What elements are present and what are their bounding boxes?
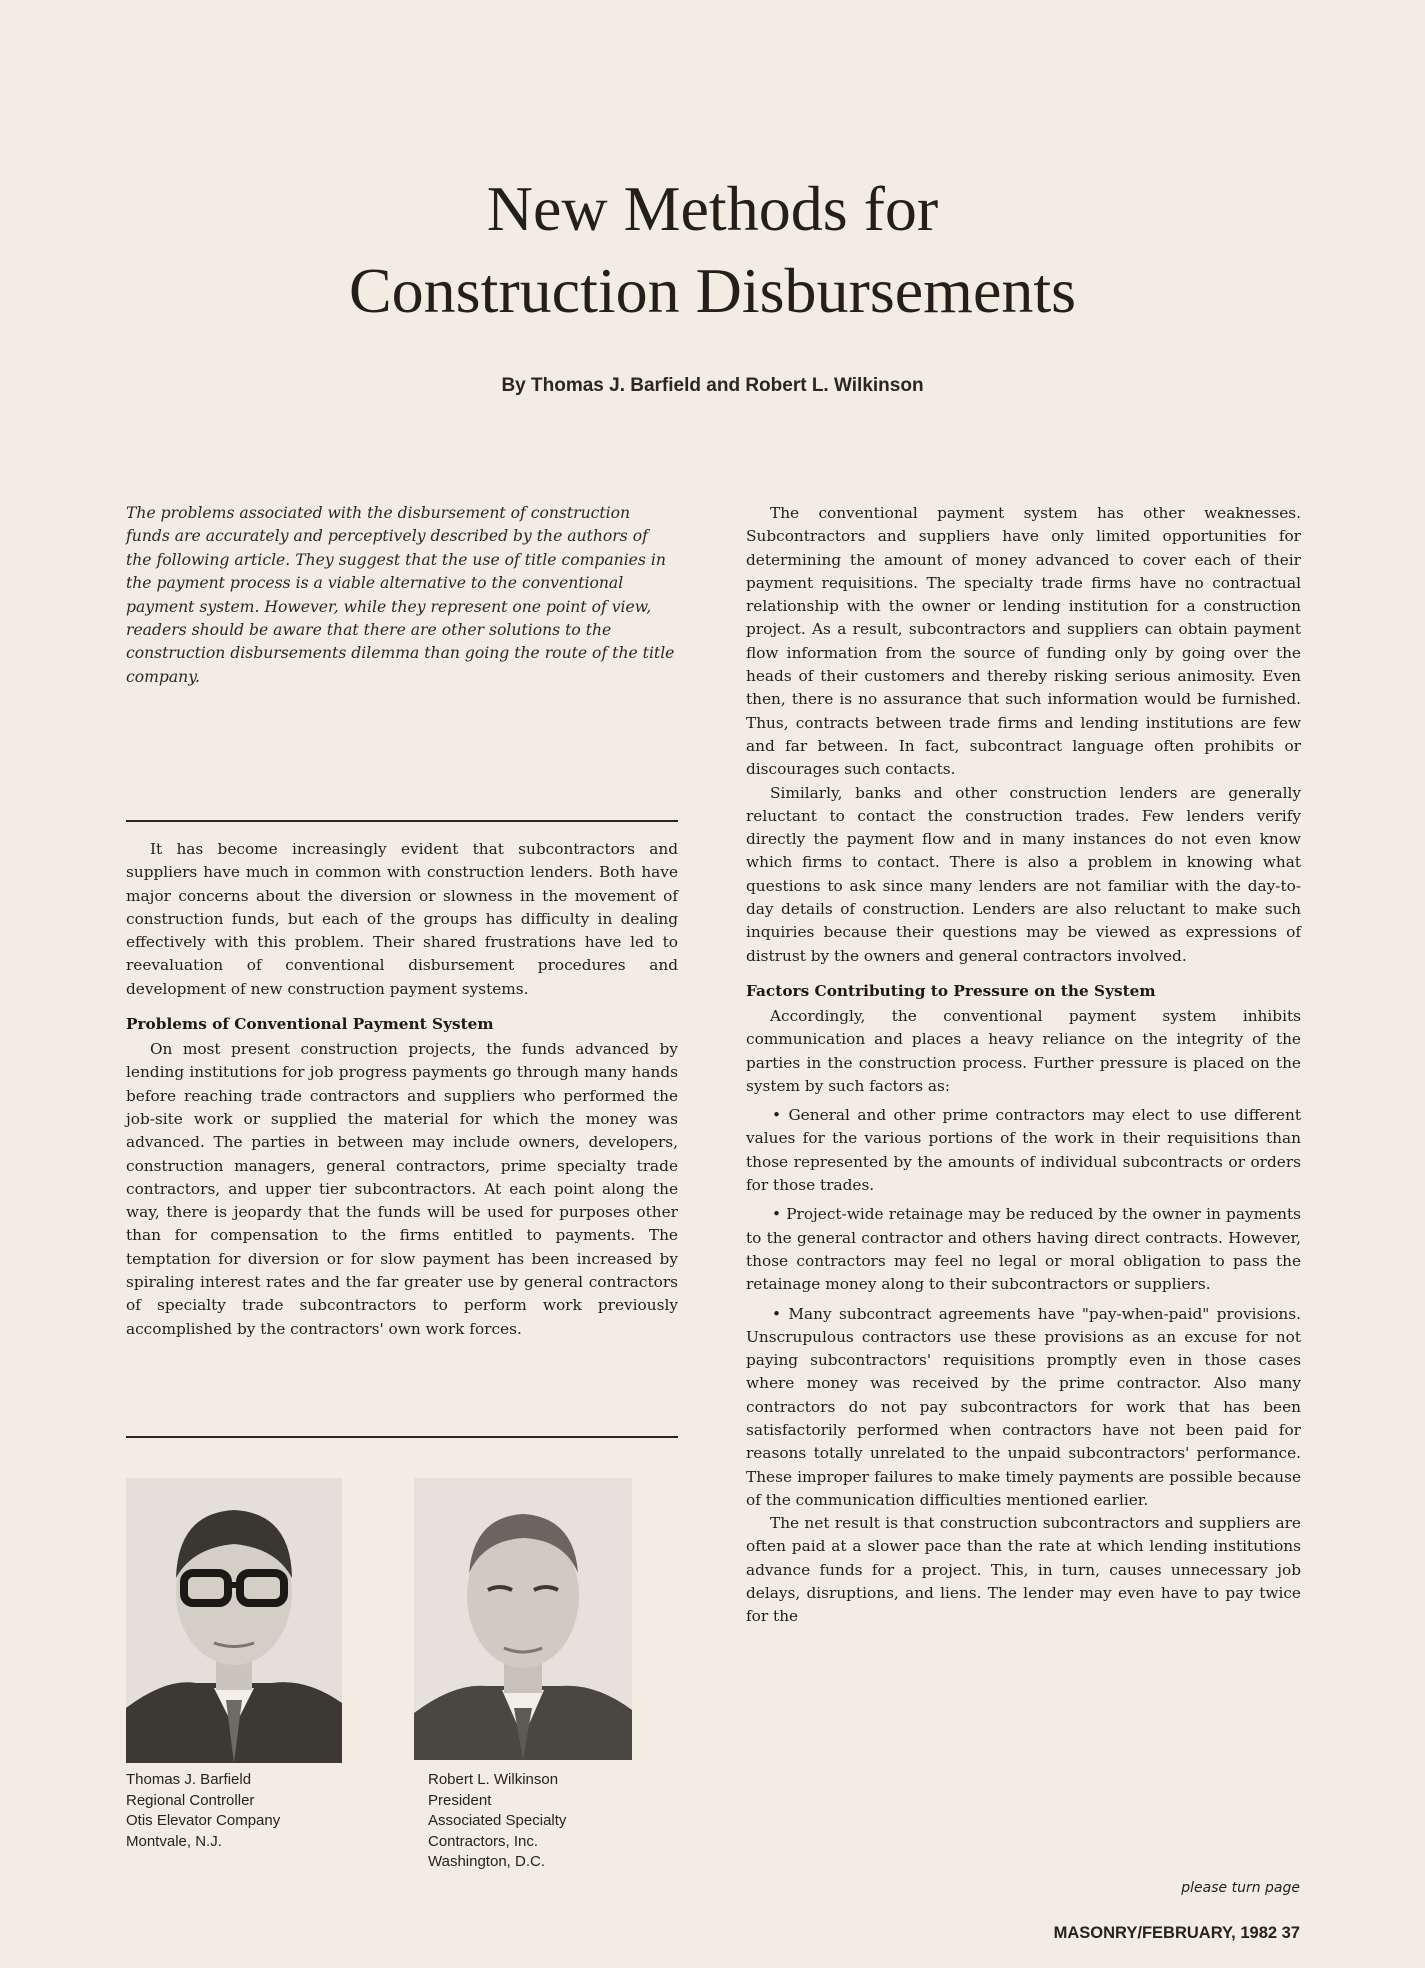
page-folio: MASONRY/FEBRUARY, 1982 37 (1053, 1924, 1300, 1942)
paragraph: It has become increasingly evident that subcontractors and suppliers have much in common with construction lenders. Both have major concerns about the diversion or slowness in the movement of construction funds, but each of the groups has difficulty in dealing effectively with this problem. Their shared frustrations have led to reevaluation of conventional disbursement procedures and development of new construction payment systems. (126, 840, 678, 998)
paragraph: Accordingly, the conventional payment system inhibits communication and places a heavy reliance on the integrity of the parties in the construction process. Further pressure is placed on the system by such factors as: (746, 1006, 1301, 1095)
paragraph: The conventional payment system has other weaknesses. Subcontractors and suppliers have only limited opportunities for determining the amount of money advanced to cover each of their payment requisitions. The specialty trade firms have no contractual relationship with the owner or lending institution for a construction project. As a result, subcontractors and suppliers can obtain payment flow information from the source of funding only by going over the heads of their customers and thereby risking serious animosity. Even then, there is no assurance that such information would be furnished. Thus, contracts between trade firms and lending institutions are few and far between. In fact, subcontract language often prohibits or discourages such contacts. (746, 504, 1301, 779)
author-location: Washington, D.C. (428, 1853, 545, 1870)
paragraph: On most present construction projects, the funds advanced by lending institutions for job progress payments go through many hands before reaching trade contractors and suppliers who performed the job-site work or supplied the material for which the money was advanced. The parties in between may include owners, developers, construction managers, general contractors, prime specialty trade contractors, and upper tier subcontractors. At each point along the way, there is jeopardy that the funds will be used for purposes other than for compensation to the firms entitled to payments. The temptation for diversion or for slow payment has been increased by spiraling interest rates and the far greater use by general contractors of specialty trade subcontractors to perform work previously accomplished by the contractors' own work forces. (126, 1040, 678, 1338)
author-organization: Otis Elevator Company (126, 1812, 281, 1829)
bullet-item: • Project-wide retainage may be reduced by the owner in payments to the general contractor and others having direct contracts. However, those contractors may feel no legal or moral obligation to pass the retainage money along to their subcontractors or suppliers. (746, 1205, 1301, 1294)
title-line-1: New Methods for (486, 173, 939, 244)
author-location: Montvale, N.J. (126, 1832, 222, 1850)
author-name: Robert L. Wilkinson (428, 1771, 559, 1788)
left-column (126, 502, 678, 689)
portrait-image (414, 1478, 632, 1760)
author-caption-barfield (126, 1770, 356, 1852)
editor-intro: The problems associated with the disbursement of construction funds are accurately and perceptively described by the authors of the following article. They suggest that the use of title companies in the payment process is a viable alternative to the conventional payment system. However, while they represent one point of view, readers should be aware that there are other solutions to the construction disbursements dilemma than going the route of the title company. (126, 504, 675, 686)
paragraph: Similarly, banks and other construction lenders are generally reluctant to contact the construction trades. Few lenders verify directly the payment flow and in many instances do not even know which firms to contact. There is also a problem in knowing what questions to ask since many lenders are not familiar with the day-to-day details of construction. Lenders are also reluctant to make such inquiries because their questions may be viewed as expressions of distrust by the owners and general contractors involved. (746, 783, 1301, 965)
author-photo-barfield (126, 1478, 342, 1763)
author-name: Thomas J. Barfield (126, 1771, 252, 1788)
divider-rule-top (126, 820, 678, 822)
author-organization-line-2: Contractors, Inc. (428, 1832, 539, 1850)
left-column-body (126, 838, 678, 1341)
author-title: President (428, 1791, 492, 1809)
portrait-image (126, 1478, 342, 1763)
article-title (0, 168, 1425, 332)
byline: By Thomas J. Barfield and Robert L. Wilkinson (501, 375, 924, 396)
author-photo-wilkinson (414, 1478, 632, 1760)
author-caption-wilkinson (428, 1770, 658, 1873)
section-heading: Problems of Conventional Payment System (126, 1015, 494, 1034)
paragraph: The net result is that construction subcontractors and suppliers are often paid at a slower pace than the rate at which lending institutions advance funds for a project. This, in turn, causes unnecessary job delays, disruptions, and liens. The lender may even have to pay twice for the (746, 1514, 1301, 1626)
right-column (746, 502, 1301, 1629)
section-heading: Factors Contributing to Pressure on the System (746, 981, 1156, 1000)
author-title: Regional Controller (126, 1791, 255, 1809)
title-line-2: Construction Disbursements (348, 255, 1077, 326)
bullet-item: • General and other prime contractors may elect to use different values for the various portions of the work in their requisitions than those represented by the amounts of individual subcontracts or orders for those trades. (746, 1106, 1301, 1195)
author-organization: Associated Specialty (428, 1812, 567, 1829)
bullet-item: • Many subcontract agreements have "pay-when-paid" provisions. Unscrupulous contractors use these provisions as an excuse for not paying subcontractors' requisitions promptly even in those cases where money was received by the prime contractor. Also many contractors do not pay subcontractors for work that has been satisfactorily performed when contractors have not been paid for reasons totally unrelated to the unpaid subcontractors' performance. These improper failures to make timely payments are possible because of the communication difficulties mentioned earlier. (746, 1304, 1301, 1509)
continued-note: please turn page (1181, 1880, 1300, 1896)
divider-rule-bottom (126, 1436, 678, 1438)
